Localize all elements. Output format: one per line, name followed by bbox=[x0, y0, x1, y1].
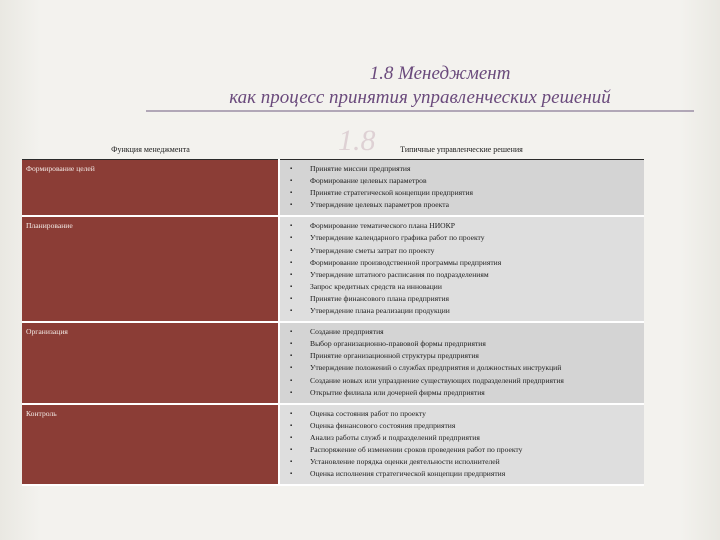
square-bullet-icon: ▪ bbox=[290, 271, 293, 278]
decision-text: Принятие миссии предприятия bbox=[310, 164, 411, 173]
header-function: Функция менеджмента bbox=[22, 140, 279, 160]
square-bullet-icon: ▪ bbox=[290, 259, 293, 266]
square-bullet-icon: ▪ bbox=[290, 283, 293, 290]
list-item bbox=[280, 220, 644, 232]
square-bullet-icon: ▪ bbox=[290, 295, 293, 302]
square-bullet-icon: ▪ bbox=[290, 434, 293, 441]
decision-text: Выбор организационно-правовой формы предприятия bbox=[310, 339, 486, 349]
slide-title bbox=[150, 62, 690, 110]
square-bullet-icon: ▪ bbox=[290, 341, 293, 348]
title-divider bbox=[146, 110, 694, 112]
decision-list bbox=[280, 220, 644, 317]
decision-text: Оценка состояния работ по проекту bbox=[310, 408, 426, 418]
table-row bbox=[22, 216, 644, 322]
list-item bbox=[280, 175, 644, 187]
decision-text: Формирование тематического плана НИОКР bbox=[310, 221, 455, 231]
list-item bbox=[280, 232, 644, 244]
function-cell: Планирование bbox=[22, 216, 279, 322]
decision-list bbox=[280, 408, 644, 481]
square-bullet-icon: ▪ bbox=[290, 308, 293, 315]
square-bullet-icon: ▪ bbox=[290, 202, 293, 209]
decision-text: Запрос кредитных средств на инновации bbox=[310, 281, 442, 291]
list-item bbox=[280, 408, 644, 420]
list-item bbox=[280, 456, 644, 468]
decision-text: Распоряжение об изменении сроков проведения работ по проекту bbox=[310, 444, 523, 454]
square-bullet-icon: ▪ bbox=[290, 365, 293, 372]
list-item bbox=[280, 245, 644, 257]
square-bullet-icon: ▪ bbox=[290, 235, 293, 242]
list-item bbox=[280, 199, 644, 211]
decision-text: Утверждение положений о службах предприятия и должностных инструкций bbox=[310, 363, 562, 373]
square-bullet-icon: ▪ bbox=[290, 377, 293, 384]
square-bullet-icon: ▪ bbox=[290, 223, 293, 230]
list-item bbox=[280, 326, 644, 338]
decision-text: Утверждение календарного графика работ по проекту bbox=[310, 233, 485, 243]
square-bullet-icon: ▪ bbox=[290, 178, 293, 185]
square-bullet-icon: ▪ bbox=[290, 459, 293, 466]
list-item bbox=[280, 387, 644, 399]
decision-text: Утверждение плана реализации продукции bbox=[310, 306, 450, 316]
list-item bbox=[280, 420, 644, 432]
list-item bbox=[280, 269, 644, 281]
decision-text: Утверждение целевых параметров проекта bbox=[310, 200, 450, 210]
decisions-cell bbox=[279, 404, 644, 486]
square-bullet-icon: ▪ bbox=[290, 446, 293, 453]
list-item bbox=[280, 432, 644, 444]
management-functions-table bbox=[22, 140, 644, 486]
decision-text: Создание предприятия bbox=[310, 327, 384, 337]
square-bullet-icon: ▪ bbox=[290, 190, 293, 197]
title-line-2: как процесс принятия управленческих решений bbox=[229, 87, 611, 108]
table-row bbox=[22, 322, 644, 404]
square-bullet-icon: ▪ bbox=[290, 247, 293, 254]
list-item bbox=[280, 187, 644, 199]
square-bullet-icon: ▪ bbox=[290, 329, 293, 336]
list-item bbox=[280, 293, 644, 305]
table-header-row bbox=[22, 140, 644, 160]
header-decisions: Типичные управленческие решения bbox=[279, 140, 644, 160]
decision-text: Анализ работы служб и подразделений предприятия bbox=[310, 432, 480, 442]
ghost-section-number: 1.8 bbox=[338, 124, 376, 157]
list-item bbox=[280, 468, 644, 480]
table-row bbox=[22, 160, 644, 217]
square-bullet-icon: ▪ bbox=[290, 353, 293, 360]
decision-text: Оценка исполнения стратегической концепции предприятия bbox=[310, 469, 506, 479]
decision-text: Утверждение штатного расписания по подразделениям bbox=[310, 269, 489, 279]
function-cell: Контроль bbox=[22, 404, 279, 486]
decision-text: Принятие стратегической концепции предприятия bbox=[310, 188, 474, 198]
square-bullet-icon: ▪ bbox=[290, 166, 293, 172]
decision-text: Создание новых или упразднение существующих подразделений предприятия bbox=[310, 375, 564, 385]
function-cell: Организация bbox=[22, 322, 279, 404]
decision-text: Оценка финансового состояния предприятия bbox=[310, 420, 456, 430]
list-item bbox=[280, 444, 644, 456]
list-item bbox=[280, 375, 644, 387]
title-line-1: 1.8 Менеджмент bbox=[369, 63, 511, 84]
square-bullet-icon: ▪ bbox=[290, 471, 293, 478]
decision-text: Установление порядка оценки деятельности исполнителей bbox=[310, 457, 500, 467]
decision-text: Утверждение сметы затрат по проекту bbox=[310, 245, 435, 255]
decision-text: Открытие филиала или дочерней фирмы предприятия bbox=[310, 387, 485, 397]
list-item bbox=[280, 350, 644, 362]
decision-text: Формирование производственной программы предприятия bbox=[310, 257, 502, 267]
square-bullet-icon: ▪ bbox=[290, 422, 293, 429]
table-body bbox=[22, 160, 644, 486]
decision-text: Формирование целевых параметров bbox=[310, 176, 427, 186]
list-item bbox=[280, 305, 644, 317]
list-item bbox=[280, 163, 644, 175]
list-item bbox=[280, 281, 644, 293]
table-row bbox=[22, 404, 644, 486]
square-bullet-icon: ▪ bbox=[290, 389, 293, 396]
list-item bbox=[280, 338, 644, 350]
list-item bbox=[280, 257, 644, 269]
square-bullet-icon: ▪ bbox=[290, 410, 293, 417]
decision-text: Принятие финансового плана предприятия bbox=[310, 293, 449, 303]
decisions-cell bbox=[279, 322, 644, 404]
decisions-cell bbox=[279, 216, 644, 322]
decision-list bbox=[280, 326, 644, 399]
decision-text: Принятие организационной структуры предприятия bbox=[310, 351, 479, 361]
function-cell: Формирование целей bbox=[22, 160, 279, 217]
decisions-cell bbox=[279, 160, 644, 217]
list-item bbox=[280, 362, 644, 374]
decision-list bbox=[280, 163, 644, 211]
